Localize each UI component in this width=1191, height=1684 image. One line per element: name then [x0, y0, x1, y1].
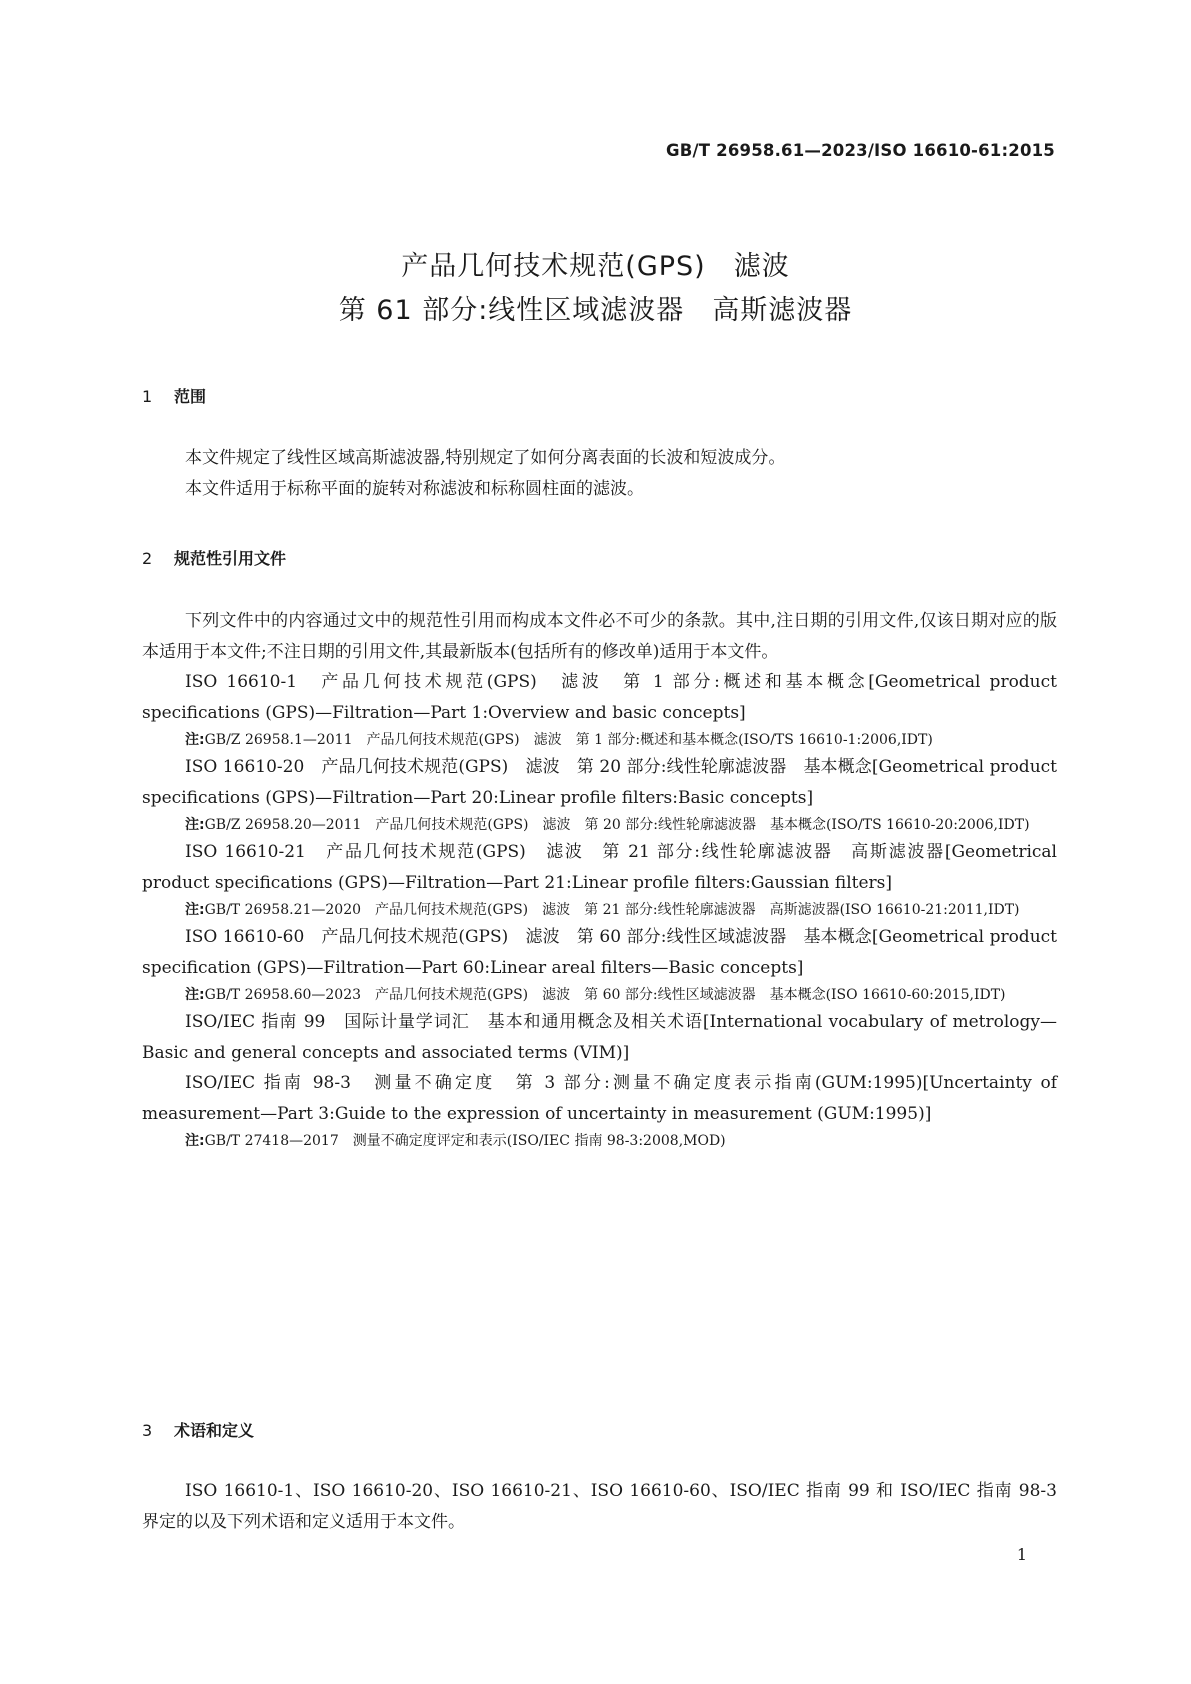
title-part-1: 产品几何技术规范(GPS)	[401, 251, 706, 282]
document-id: GB/T 26958.61—2023/ISO 16610-61:2015	[666, 141, 1055, 160]
note-label: 注:	[185, 987, 205, 1003]
reference-entry: ISO 16610-1 产品几何技术规范(GPS) 滤波 第 1 部分:概述和基本概念[Geometrical product specifications (GPS)—Filtration—Part 1:Overview and basic concepts]	[142, 672, 1057, 723]
title-part-4: 高斯滤波器	[712, 295, 853, 326]
document-title-line-1	[0, 244, 1191, 283]
section-title: 规范性引用文件	[174, 549, 287, 568]
paragraph: 本文件适用于标称平面的旋转对称滤波和标称圆柱面的滤波。	[185, 478, 644, 499]
reference-entry: ISO/IEC 指南 99 国际计量学词汇 基本和通用概念及相关术语[International vocabulary of metrology—Basic and general concepts and associated terms (VIM)]	[142, 1012, 1057, 1063]
note-text: GB/Z 26958.20—2011 产品几何技术规范(GPS) 滤波 第 20 部分:线性轮廓滤波器 基本概念(ISO/TS 16610-20:2006,IDT)	[204, 817, 1030, 833]
section-3-heading	[142, 1418, 254, 1441]
reference-note	[142, 813, 1057, 837]
reference-entry: ISO 16610-60 产品几何技术规范(GPS) 滤波 第 60 部分:线性区域滤波器 基本概念[Geometrical product specification (GPS)—Filtration—Part 60:Linear areal filters—Basic concepts]	[142, 927, 1057, 978]
section-title: 范围	[174, 387, 207, 406]
paragraph: 本文件规定了线性区域高斯滤波器,特别规定了如何分离表面的长波和短波成分。	[185, 448, 786, 468]
document-title-line-2	[0, 288, 1191, 327]
reference-note	[142, 728, 1057, 752]
section-3-body	[142, 1476, 1057, 1537]
section-number: 3	[142, 1421, 153, 1440]
intro-paragraph: 下列文件中的内容通过文中的规范性引用而构成本文件必不可少的条款。其中,注日期的引用文件,仅该日期对应的版本适用于本文件;不注日期的引用文件,其最新版本(包括所有的修改单)适用于本文件。	[142, 611, 1057, 662]
title-part-3: 第 61 部分:线性区域滤波器	[338, 295, 685, 326]
note-text: GB/Z 26958.1—2011 产品几何技术规范(GPS) 滤波 第 1 部分:概述和基本概念(ISO/TS 16610-1:2006,IDT)	[204, 732, 933, 748]
note-text: GB/T 26958.60—2023 产品几何技术规范(GPS) 滤波 第 60 部分:线性区域滤波器 基本概念(ISO 16610-60:2015,IDT)	[204, 987, 1006, 1003]
section-2-body	[142, 606, 1057, 1153]
reference-note	[142, 983, 1057, 1007]
reference-note	[142, 1129, 1057, 1153]
section-number: 1	[142, 387, 153, 406]
section-2-heading	[142, 546, 286, 569]
reference-entry: ISO 16610-21 产品几何技术规范(GPS) 滤波 第 21 部分:线性轮廓滤波器 高斯滤波器[Geometrical product specifications (GPS)—Filtration—Part 21:Linear profile filters:Gaussian filters]	[142, 842, 1057, 893]
reference-entry: ISO 16610-20 产品几何技术规范(GPS) 滤波 第 20 部分:线性轮廓滤波器 基本概念[Geometrical product specifications (GPS)—Filtration—Part 20:Linear profile filters:Basic concepts]	[142, 757, 1057, 808]
note-label: 注:	[185, 902, 205, 918]
reference-note	[142, 898, 1057, 922]
section-1-heading	[142, 384, 206, 407]
note-label: 注:	[185, 817, 205, 833]
note-label: 注:	[185, 732, 205, 748]
note-label: 注:	[185, 1133, 205, 1149]
note-text: GB/T 26958.21—2020 产品几何技术规范(GPS) 滤波 第 21 部分:线性轮廓滤波器 高斯滤波器(ISO 16610-21:2011,IDT)	[204, 902, 1020, 918]
section-number: 2	[142, 549, 153, 568]
section-1-body	[142, 443, 1057, 504]
reference-entry: ISO/IEC 指南 98-3 测量不确定度 第 3 部分:测量不确定度表示指南(GUM:1995)[Uncertainty of measurement—Part 3:Guide to the expression of uncertainty in measurement (GUM:1995)]	[142, 1073, 1057, 1124]
paragraph: ISO 16610-1、ISO 16610-20、ISO 16610-21、ISO 16610-60、ISO/IEC 指南 99 和 ISO/IEC 指南 98-3 界定的以及下列术语和定义适用于本文件。	[142, 1481, 1057, 1532]
note-text: GB/T 27418—2017 测量不确定度评定和表示(ISO/IEC 指南 98-3:2008,MOD)	[204, 1133, 726, 1149]
title-part-2: 滤波	[733, 251, 790, 282]
page-number: 1	[1016, 1545, 1027, 1564]
section-title: 术语和定义	[174, 1421, 255, 1440]
